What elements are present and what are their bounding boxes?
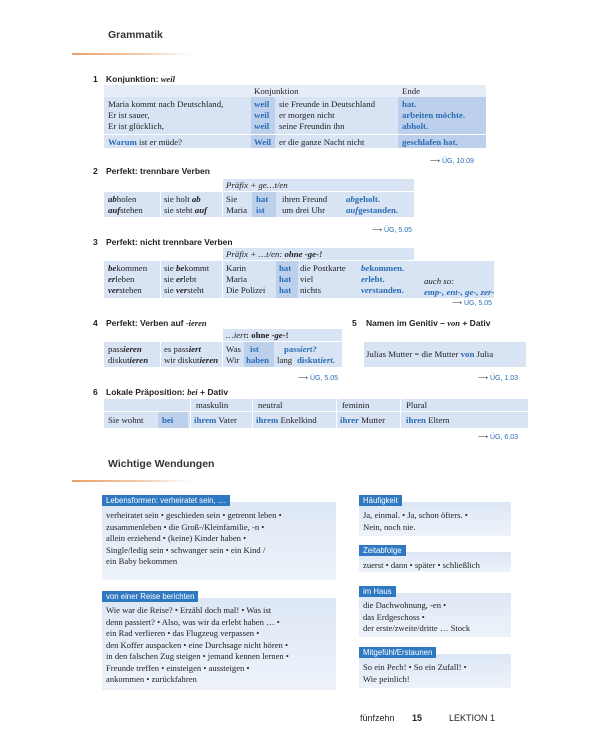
s3-r1-subj: Karin <box>226 263 247 273</box>
s3-r3-part: verstanden. <box>361 285 404 295</box>
s3-r2-obj: viel <box>300 274 314 284</box>
imhaus-text: die Dachwohnung, -en • das Erdgeschoss • der erste/zweite/dritte … Stock <box>363 600 471 633</box>
s4-r1-aux: ist <box>250 344 259 354</box>
zeitabfolge-text: zuerst • dann • später • schließlich <box>363 560 480 570</box>
s1-r2-konj: weil <box>254 110 270 120</box>
section-4-title: Perfekt: Verben auf -ieren <box>106 318 207 328</box>
section-6-number: 6 <box>93 387 98 397</box>
lebensformen-text: verheiratet sein • geschieden sein • getrennt leben • zusammenleben • die Groß-/Kleinfamilie, -n • allein erziehend • (keine) Kinder haben • Single/ledig sein • schwanger sein • ein Kind / ein Baby bekommen <box>106 510 282 566</box>
s4-r2-verb: diskutieren <box>108 355 149 365</box>
arrow-right-icon: ⟶ <box>478 375 489 382</box>
footer-page-word: fünfzehn <box>360 713 395 723</box>
s1-r1-mid: sie Freunde in Deutschland <box>279 99 376 109</box>
s2-r2-verb: aufstehen <box>108 205 143 215</box>
s2-r2-obj: um drei Uhr <box>282 205 325 215</box>
s6-prep: bei <box>162 415 174 425</box>
s3-r2-subj: Maria <box>226 274 248 284</box>
s3-r2-aux: hat <box>279 274 292 284</box>
s4-r2-part: diskutiert. <box>297 355 335 365</box>
s3-reference: ⟶ ÜG, 5.05 <box>452 300 493 307</box>
s2-reference: ⟶ ÜG, 5.05 <box>372 227 413 234</box>
s3-r3-verb: verstehen <box>108 285 142 295</box>
s3-r1-aux: hat <box>279 263 292 273</box>
arrow-right-icon: ⟶ <box>452 300 463 307</box>
s6-reference: ⟶ ÜG, 6.03 <box>478 434 519 441</box>
s1-r1-end: hat. <box>402 99 417 109</box>
s1-r2-end: arbeiten möchte. <box>402 110 466 120</box>
page-title-grammatik: Grammatik <box>108 29 163 41</box>
s2-r1-obj: ihren Freund <box>282 194 328 204</box>
s1-r3-end: abholt. <box>402 121 429 131</box>
s2-r2-present: sie steht auf <box>164 205 208 215</box>
s1-r3-konj: weil <box>254 121 270 131</box>
s1-q-konj: Weil <box>254 137 272 147</box>
section-1-title: Konjunktion: weil <box>106 74 175 84</box>
section-2-number: 2 <box>93 166 98 176</box>
s6-cell-plural: ihren Eltern <box>406 415 450 425</box>
s3-r3-present: sie versteht <box>164 285 204 295</box>
s5-text: Julias Mutter = die Mutter von Julia <box>366 349 494 359</box>
s3-divider-2 <box>222 248 223 298</box>
s3-r3-aux: hat <box>279 285 292 295</box>
s6-divider-1 <box>190 399 191 428</box>
s4-header: …iert: ohne -ge-! <box>226 330 289 340</box>
s1-r1-konj: weil <box>254 99 270 109</box>
s3-r1-present: sie bekommt <box>164 263 210 273</box>
footer-page-number: 15 <box>412 713 423 723</box>
s1-r1-a: Maria kommt nach Deutschland, <box>108 99 224 109</box>
s4-r2-present: wir diskutieren <box>164 355 219 365</box>
s1-reference: ⟶ ÜG, 10.09 <box>430 158 474 165</box>
s3-auch-so: auch so: <box>424 276 455 286</box>
title-rule <box>72 53 192 55</box>
s2-r1-present: sie holt ab <box>164 194 201 204</box>
section-5-number: 5 <box>352 318 357 328</box>
s6-col-feminin: feminin <box>342 400 370 410</box>
s2-r2-part: aufgestanden. <box>346 205 399 215</box>
arrow-right-icon: ⟶ <box>430 158 441 165</box>
zeitabfolge-header: Zeitabfolge <box>359 545 406 556</box>
haeufigkeit-header: Häufigkeit <box>359 495 402 506</box>
s6-col-plural: Plural <box>406 400 428 410</box>
s3-header: Präfix + …t/en: ohne -ge-! <box>226 249 323 259</box>
lebensformen-header: Lebensformen: verheiratet sein, … <box>102 495 230 506</box>
s1-question: Warum ist er müde? <box>108 137 183 147</box>
s3-r2-present: sie erlebt <box>164 274 197 284</box>
s2-divider-2 <box>222 179 223 217</box>
s6-divider-2 <box>252 399 253 428</box>
s1-col-ende: Ende <box>402 86 421 96</box>
s4-r2-subj: Wir <box>226 355 240 365</box>
s2-r1-subj: Sie <box>226 194 238 204</box>
s6-header-band <box>104 399 528 411</box>
s2-r2-subj: Maria <box>226 205 248 215</box>
s1-col-konjunktion: Konjunktion <box>254 86 299 96</box>
s6-divider-4 <box>400 399 401 428</box>
arrow-right-icon: ⟶ <box>478 434 489 441</box>
section-3-title: Perfekt: nicht trennbare Verben <box>106 237 233 247</box>
s2-r2-aux: ist <box>256 205 265 215</box>
s6-col-maskulin: maskulin <box>196 400 229 410</box>
s6-divider-3 <box>336 399 337 428</box>
section-2-title: Perfekt: trennbare Verben <box>106 166 210 176</box>
section-4-number: 4 <box>93 318 98 328</box>
s4-r1-part: passiert? <box>284 344 317 354</box>
s4-divider-1 <box>160 342 161 367</box>
s3-r3-obj: nichts <box>300 285 322 295</box>
section-3-number: 3 <box>93 237 98 247</box>
wendungen-rule <box>72 480 192 482</box>
arrow-right-icon: ⟶ <box>372 227 383 234</box>
section-5-title: Namen im Genitiv – von + Dativ <box>366 318 491 328</box>
s4-divider-2 <box>222 329 223 367</box>
s1-q-mid: er die ganze Nacht nicht <box>279 137 365 147</box>
s4-reference: ⟶ ÜG, 5.05 <box>298 375 339 382</box>
s1-q-end: geschlafen hat. <box>402 137 458 147</box>
s1-r3-mid: seine Freundin ihn <box>279 121 345 131</box>
footer-lesson: LEKTION 1 <box>449 713 496 723</box>
section-1-number: 1 <box>93 74 98 84</box>
s2-r1-verb: abholen <box>108 194 137 204</box>
section-title-wendungen: Wichtige Wendungen <box>108 458 215 470</box>
s3-r1-verb: bekommen <box>108 263 148 273</box>
mitgefuehl-text: So ein Pech! • So ein Zufall! • Wie peinlich! <box>363 662 467 684</box>
s3-r2-part: erlebt. <box>361 274 385 284</box>
s6-lead: Sie wohnt <box>108 415 144 425</box>
imhaus-header: im Haus <box>359 586 396 597</box>
arrow-right-icon: ⟶ <box>298 375 309 382</box>
s2-divider-1 <box>160 192 161 217</box>
s2-r1-part: abgeholt. <box>346 194 380 204</box>
s3-auch-list: emp-, ent-, ge-, zer- <box>424 287 495 297</box>
s2-r1-aux: hat <box>256 194 269 204</box>
section-6-title: Lokale Präposition: bei + Dativ <box>106 387 229 397</box>
s2-header: Präfix + ge…t/en <box>226 180 288 190</box>
s6-cell-feminin: ihrer Mutter <box>340 415 386 425</box>
haeufigkeit-text: Ja, einmal. • Ja, schon öfters. • Nein, noch nie. <box>363 510 468 532</box>
reise-text: Wie war die Reise? • Erzähl doch mal! • Was ist denn passiert? • Also, was wir da erlebt haben … • ein Rad verlieren • das Flugzeug verpassen • den Koffer auspacken • eine Durchsage nicht hören • in den falschen Zug steigen • jemand kennen lernen • Freunde treffen • einsteigen • aussteigen • ankommen • zurückfahren <box>106 605 289 684</box>
s4-r1-present: es passiert <box>164 344 201 354</box>
s1-r2-a: Er ist sauer, <box>108 110 150 120</box>
s6-cell-maskulin: ihrem Vater <box>194 415 237 425</box>
mitgefuehl-header: Mitgefühl/Erstaunen <box>359 647 436 658</box>
s1-r3-a: Er ist glücklich, <box>108 121 164 131</box>
s6-col-neutral: neutral <box>258 400 283 410</box>
reise-header: von einer Reise berichten <box>102 591 198 602</box>
s4-r1-verb: passieren <box>108 344 142 354</box>
s6-cell-neutral: ihrem Enkelkind <box>256 415 317 425</box>
s5-reference: ⟶ ÜG, 1.03 <box>478 375 519 382</box>
s4-r1-subj: Was <box>226 344 241 354</box>
s3-r1-part: bekommen. <box>361 263 405 273</box>
s3-divider-1 <box>160 261 161 298</box>
s3-r3-subj: Die Polizei <box>226 285 266 295</box>
s4-r2-adv: lang <box>277 355 293 365</box>
s3-r1-obj: die Postkarte <box>300 263 346 273</box>
s3-r2-verb: erleben <box>108 274 135 284</box>
s1-r2-mid: er morgen nicht <box>279 110 335 120</box>
s4-r2-aux: haben <box>246 355 269 365</box>
